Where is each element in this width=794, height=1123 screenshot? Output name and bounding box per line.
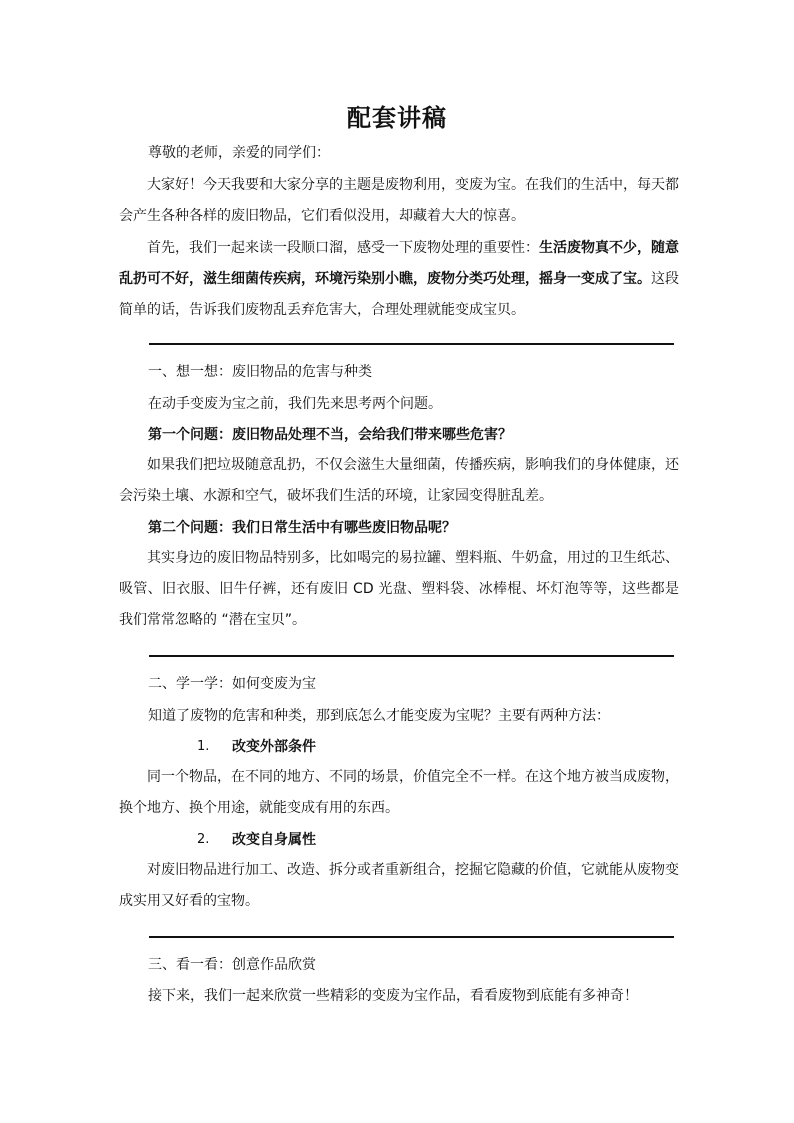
section-divider (149, 936, 674, 938)
section-1-heading: 一、想一想：废旧物品的危害与种类 (148, 364, 372, 380)
page-title: 配套讲稿 (347, 103, 447, 132)
question-2: 第二个问题：我们日常生活中有哪些废旧物品呢？ (148, 520, 456, 536)
jingle-text: 生活废物真不少，随意乱扔可不好，滋生细菌传疾病，环境污染别小瞧，废物分类巧处理，摇身一变成了宝。 (119, 240, 679, 287)
greeting: 尊敬的老师，亲爱的同学们： (148, 145, 330, 161)
method-2-number: 2. (197, 832, 210, 847)
method-2-text: 对废旧物品进行加工、改造、拆分或者重新组合，挖掘它隐藏的价值，它就能从废物变成实用又好看的宝物。 (119, 862, 679, 909)
section-2-heading: 二、学一学：如何变废为宝 (148, 676, 316, 692)
intro-paragraph-2 (119, 233, 679, 326)
section-3-paragraph: 接下来，我们一起来欣赏一些精彩的变废为宝作品，看看废物到底能有多神奇！ (148, 988, 638, 1004)
intro-2-lead: 首先，我们一起来读一段顺口溜，感受一下废物处理的重要性： (147, 240, 539, 256)
section-divider (149, 343, 674, 345)
method-1-title: 改变外部条件 (232, 739, 316, 755)
question-1: 第一个问题：废旧物品处理不当，会给我们带来哪些危害？ (148, 427, 512, 443)
section-2-paragraph: 知道了废物的危害和种类，那到底怎么才能变废为宝呢？主要有两种方法： (148, 708, 610, 724)
section-divider (149, 655, 674, 657)
intro-paragraph-1: 大家好！今天我要和大家分享的主题是废物利用，变废为宝。在我们的生活中，每天都会产生各种各样的废旧物品，它们看似没用，却藏着大大的惊喜。 (119, 177, 679, 224)
section-1-answer-2: 其实身边的废旧物品特别多，比如喝完的易拉罐、塑料瓶、牛奶盒，用过的卫生纸芯、吸管、旧衣服、旧牛仔裤，还有废旧 CD 光盘、塑料袋、冰棒棍、坏灯泡等等，这些都是我们常常忽略的 “潜在宝贝”。 (119, 550, 679, 628)
section-1-answer-1: 如果我们把垃圾随意乱扔，不仅会滋生大量细菌，传播疾病，影响我们的身体健康，还会污染土壤、水源和空气，破坏我们生活的环境，让家园变得脏乱差。 (119, 457, 679, 504)
intro-2-tail: 这段简单的话，告诉我们废物乱丢弃危害大，合理处理就能变成宝贝。 (119, 271, 679, 318)
method-1-text: 同一个物品，在不同的地方、不同的场景，价值完全不一样。在这个地方被当成废物，换个地方、换个用途，就能变成有用的东西。 (119, 769, 679, 816)
method-1-number: 1. (197, 739, 210, 754)
method-2-title: 改变自身属性 (232, 832, 316, 848)
section-3-heading: 三、看一看：创意作品欣赏 (148, 957, 316, 973)
section-1-paragraph: 在动手变废为宝之前，我们先来思考两个问题。 (148, 396, 442, 412)
